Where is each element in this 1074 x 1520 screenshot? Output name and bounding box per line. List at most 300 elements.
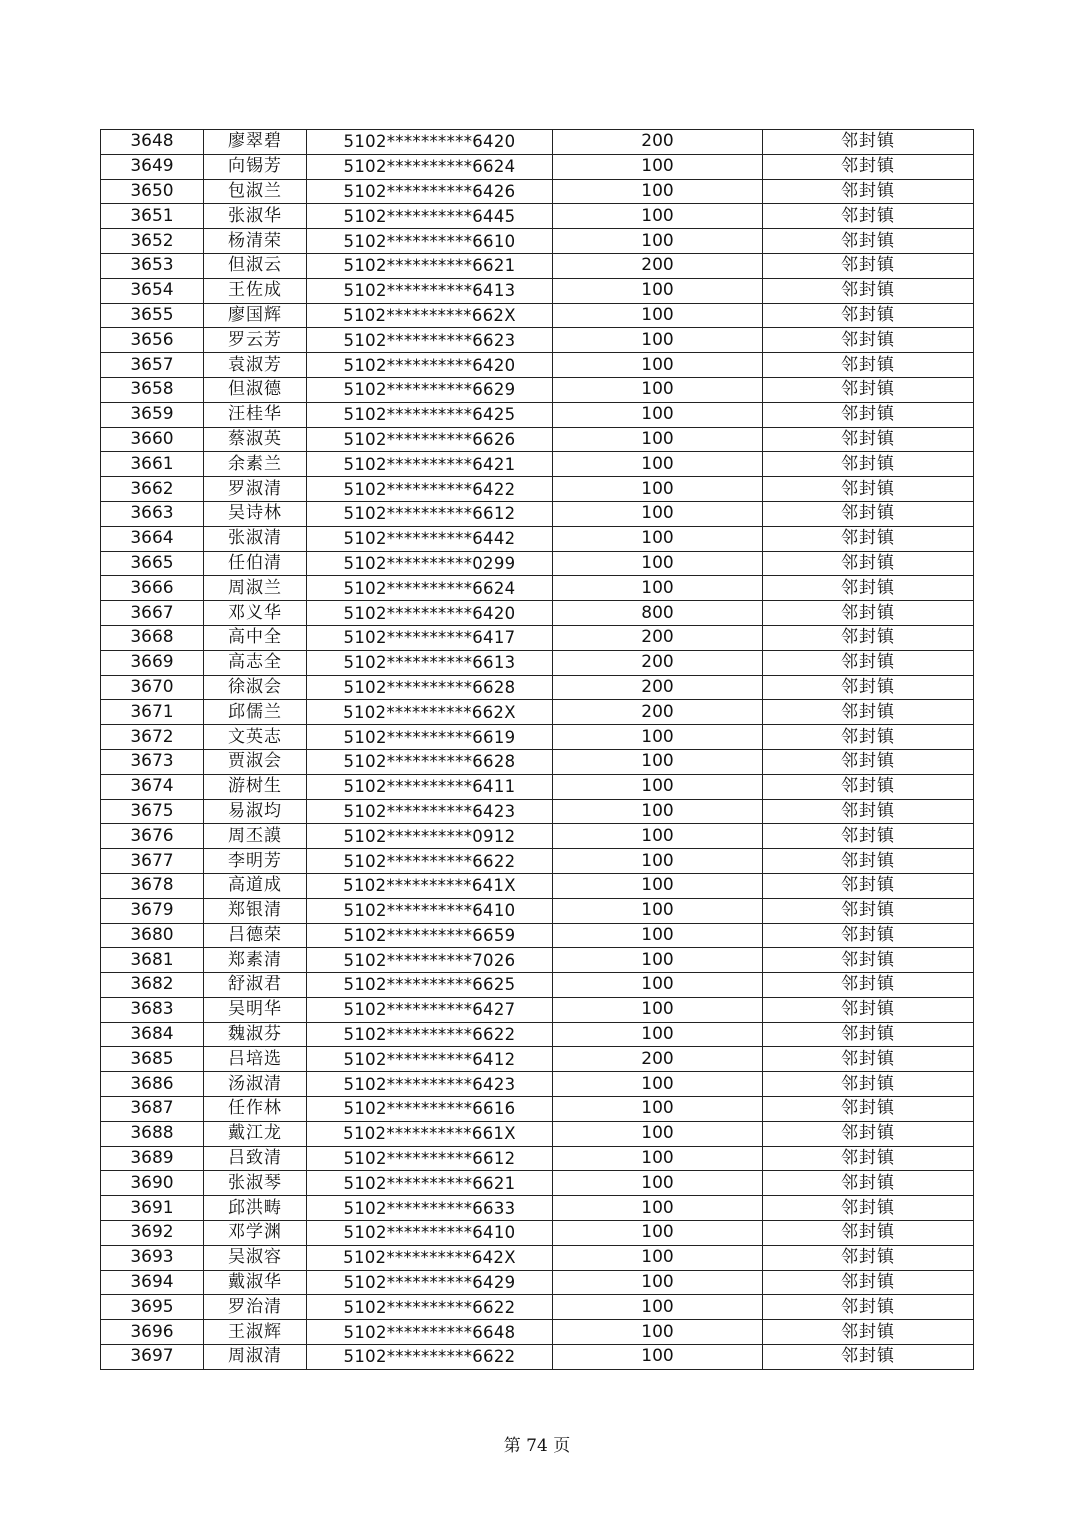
id-number-cell: 5102**********6445: [307, 204, 553, 229]
table-row: [101, 1270, 974, 1295]
town-cell: 邻封镇: [763, 402, 974, 427]
id-number-cell: 5102**********6616: [307, 1097, 553, 1122]
name-cell: 张淑琴: [204, 1171, 307, 1196]
amount-cell: 100: [553, 551, 763, 576]
table-row: [101, 625, 974, 650]
amount-cell: 100: [553, 402, 763, 427]
name-cell: 廖翠碧: [204, 130, 307, 155]
town-cell: 邻封镇: [763, 725, 974, 750]
amount-cell: 100: [553, 501, 763, 526]
amount-cell: 100: [553, 725, 763, 750]
table-row: [101, 427, 974, 452]
table-row: [101, 1146, 974, 1171]
row-number-cell: 3685: [101, 1047, 204, 1072]
town-cell: 邻封镇: [763, 675, 974, 700]
table-row: [101, 204, 974, 229]
amount-cell: 100: [553, 749, 763, 774]
table-row: [101, 328, 974, 353]
id-number-cell: 5102**********6629: [307, 377, 553, 402]
name-cell: 邱儒兰: [204, 700, 307, 725]
town-cell: 邻封镇: [763, 749, 974, 774]
name-cell: 吴诗林: [204, 501, 307, 526]
amount-cell: 200: [553, 675, 763, 700]
name-cell: 汪桂华: [204, 402, 307, 427]
amount-cell: 100: [553, 328, 763, 353]
amount-cell: 100: [553, 849, 763, 874]
table-row: [101, 700, 974, 725]
row-number-cell: 3665: [101, 551, 204, 576]
row-number-cell: 3662: [101, 477, 204, 502]
table-row: [101, 353, 974, 378]
name-cell: 蔡淑英: [204, 427, 307, 452]
id-number-cell: 5102**********6622: [307, 1345, 553, 1370]
table-row: [101, 1245, 974, 1270]
id-number-cell: 5102**********6622: [307, 849, 553, 874]
name-cell: 吕致清: [204, 1146, 307, 1171]
id-number-cell: 5102**********6423: [307, 1072, 553, 1097]
town-cell: 邻封镇: [763, 774, 974, 799]
id-number-cell: 5102**********642X: [307, 1245, 553, 1270]
id-number-cell: 5102**********6624: [307, 154, 553, 179]
row-number-cell: 3687: [101, 1097, 204, 1122]
amount-cell: 100: [553, 1295, 763, 1320]
table-row: [101, 1196, 974, 1221]
name-cell: 吕德荣: [204, 923, 307, 948]
table-row: [101, 601, 974, 626]
row-number-cell: 3697: [101, 1345, 204, 1370]
town-cell: 邻封镇: [763, 1270, 974, 1295]
name-cell: 邱洪畴: [204, 1196, 307, 1221]
row-number-cell: 3666: [101, 576, 204, 601]
row-number-cell: 3692: [101, 1221, 204, 1246]
town-cell: 邻封镇: [763, 1171, 974, 1196]
table-row: [101, 650, 974, 675]
id-number-cell: 5102**********6633: [307, 1196, 553, 1221]
town-cell: 邻封镇: [763, 824, 974, 849]
row-number-cell: 3667: [101, 601, 204, 626]
table-row: [101, 402, 974, 427]
name-cell: 李明芳: [204, 849, 307, 874]
town-cell: 邻封镇: [763, 650, 974, 675]
town-cell: 邻封镇: [763, 501, 974, 526]
id-number-cell: 5102**********0912: [307, 824, 553, 849]
id-number-cell: 5102**********6622: [307, 1295, 553, 1320]
id-number-cell: 5102**********6628: [307, 675, 553, 700]
amount-cell: 100: [553, 526, 763, 551]
town-cell: 邻封镇: [763, 130, 974, 155]
table-row: [101, 997, 974, 1022]
amount-cell: 200: [553, 1047, 763, 1072]
amount-cell: 100: [553, 1270, 763, 1295]
town-cell: 邻封镇: [763, 1221, 974, 1246]
name-cell: 高中全: [204, 625, 307, 650]
id-number-cell: 5102**********6659: [307, 923, 553, 948]
name-cell: 易淑均: [204, 799, 307, 824]
amount-cell: 100: [553, 1121, 763, 1146]
row-number-cell: 3689: [101, 1146, 204, 1171]
id-number-cell: 5102**********6410: [307, 898, 553, 923]
table-row: [101, 1072, 974, 1097]
name-cell: 周丕謨: [204, 824, 307, 849]
row-number-cell: 3674: [101, 774, 204, 799]
row-number-cell: 3680: [101, 923, 204, 948]
table-row: [101, 501, 974, 526]
id-number-cell: 5102**********6425: [307, 402, 553, 427]
id-number-cell: 5102**********6613: [307, 650, 553, 675]
amount-cell: 100: [553, 824, 763, 849]
town-cell: 邻封镇: [763, 477, 974, 502]
amount-cell: 100: [553, 303, 763, 328]
town-cell: 邻封镇: [763, 154, 974, 179]
name-cell: 戴江龙: [204, 1121, 307, 1146]
id-number-cell: 5102**********6623: [307, 328, 553, 353]
town-cell: 邻封镇: [763, 303, 974, 328]
row-number-cell: 3684: [101, 1022, 204, 1047]
town-cell: 邻封镇: [763, 377, 974, 402]
town-cell: 邻封镇: [763, 253, 974, 278]
amount-cell: 200: [553, 130, 763, 155]
amount-cell: 100: [553, 576, 763, 601]
table-row: [101, 824, 974, 849]
town-cell: 邻封镇: [763, 526, 974, 551]
amount-cell: 100: [553, 154, 763, 179]
name-cell: 但淑德: [204, 377, 307, 402]
id-number-cell: 5102**********662X: [307, 700, 553, 725]
row-number-cell: 3668: [101, 625, 204, 650]
table-row: [101, 1320, 974, 1345]
name-cell: 袁淑芳: [204, 353, 307, 378]
amount-cell: 100: [553, 923, 763, 948]
row-number-cell: 3659: [101, 402, 204, 427]
amount-cell: 100: [553, 997, 763, 1022]
table-row: [101, 1097, 974, 1122]
row-number-cell: 3679: [101, 898, 204, 923]
table-row: [101, 576, 974, 601]
amount-cell: 100: [553, 1221, 763, 1246]
name-cell: 罗云芳: [204, 328, 307, 353]
id-number-cell: 5102**********6412: [307, 1047, 553, 1072]
name-cell: 吴明华: [204, 997, 307, 1022]
table-row: [101, 229, 974, 254]
id-number-cell: 5102**********6625: [307, 973, 553, 998]
row-number-cell: 3682: [101, 973, 204, 998]
town-cell: 邻封镇: [763, 1097, 974, 1122]
amount-cell: 800: [553, 601, 763, 626]
amount-cell: 100: [553, 973, 763, 998]
table-row: [101, 1295, 974, 1320]
table-row: [101, 1121, 974, 1146]
town-cell: 邻封镇: [763, 576, 974, 601]
table-row: [101, 1022, 974, 1047]
name-cell: 罗治清: [204, 1295, 307, 1320]
table-row: [101, 948, 974, 973]
amount-cell: 100: [553, 1345, 763, 1370]
row-number-cell: 3675: [101, 799, 204, 824]
row-number-cell: 3657: [101, 353, 204, 378]
town-cell: 邻封镇: [763, 948, 974, 973]
town-cell: 邻封镇: [763, 1121, 974, 1146]
table-row: [101, 253, 974, 278]
id-number-cell: 5102**********6612: [307, 1146, 553, 1171]
page-number: 第 74 页: [503, 1436, 571, 1456]
table-row: [101, 130, 974, 155]
town-cell: 邻封镇: [763, 849, 974, 874]
table-row: [101, 278, 974, 303]
table-row: [101, 303, 974, 328]
table-row: [101, 377, 974, 402]
name-cell: 戴淑华: [204, 1270, 307, 1295]
table-row: [101, 774, 974, 799]
name-cell: 高道成: [204, 873, 307, 898]
row-number-cell: 3693: [101, 1245, 204, 1270]
town-cell: 邻封镇: [763, 1047, 974, 1072]
name-cell: 汤淑清: [204, 1072, 307, 1097]
row-number-cell: 3691: [101, 1196, 204, 1221]
name-cell: 高志全: [204, 650, 307, 675]
id-number-cell: 5102**********6413: [307, 278, 553, 303]
row-number-cell: 3656: [101, 328, 204, 353]
name-cell: 舒淑君: [204, 973, 307, 998]
amount-cell: 100: [553, 774, 763, 799]
amount-cell: 100: [553, 1245, 763, 1270]
row-number-cell: 3696: [101, 1320, 204, 1345]
table-row: [101, 477, 974, 502]
table-row: [101, 551, 974, 576]
town-cell: 邻封镇: [763, 873, 974, 898]
id-number-cell: 5102**********6410: [307, 1221, 553, 1246]
id-number-cell: 5102**********6420: [307, 130, 553, 155]
row-number-cell: 3694: [101, 1270, 204, 1295]
name-cell: 周淑兰: [204, 576, 307, 601]
table-row: [101, 923, 974, 948]
id-number-cell: 5102**********6621: [307, 1171, 553, 1196]
town-cell: 邻封镇: [763, 1146, 974, 1171]
amount-cell: 100: [553, 948, 763, 973]
amount-cell: 200: [553, 650, 763, 675]
amount-cell: 100: [553, 1171, 763, 1196]
name-cell: 邓学渊: [204, 1221, 307, 1246]
row-number-cell: 3670: [101, 675, 204, 700]
amount-cell: 100: [553, 427, 763, 452]
table-row: [101, 1345, 974, 1370]
amount-cell: 100: [553, 353, 763, 378]
town-cell: 邻封镇: [763, 328, 974, 353]
town-cell: 邻封镇: [763, 601, 974, 626]
id-number-cell: 5102**********6619: [307, 725, 553, 750]
name-cell: 贾淑会: [204, 749, 307, 774]
name-cell: 郑银清: [204, 898, 307, 923]
amount-cell: 100: [553, 1022, 763, 1047]
row-number-cell: 3660: [101, 427, 204, 452]
row-number-cell: 3650: [101, 179, 204, 204]
amount-cell: 100: [553, 1196, 763, 1221]
row-number-cell: 3651: [101, 204, 204, 229]
row-number-cell: 3652: [101, 229, 204, 254]
name-cell: 文英志: [204, 725, 307, 750]
id-number-cell: 5102**********6422: [307, 477, 553, 502]
id-number-cell: 5102**********6628: [307, 749, 553, 774]
amount-cell: 100: [553, 477, 763, 502]
table-row: [101, 1171, 974, 1196]
name-cell: 包淑兰: [204, 179, 307, 204]
table-row: [101, 799, 974, 824]
town-cell: 邻封镇: [763, 1345, 974, 1370]
name-cell: 王淑辉: [204, 1320, 307, 1345]
id-number-cell: 5102**********6621: [307, 253, 553, 278]
town-cell: 邻封镇: [763, 997, 974, 1022]
name-cell: 向锡芳: [204, 154, 307, 179]
id-number-cell: 5102**********6442: [307, 526, 553, 551]
id-number-cell: 5102**********6420: [307, 601, 553, 626]
row-number-cell: 3654: [101, 278, 204, 303]
amount-cell: 200: [553, 253, 763, 278]
id-number-cell: 5102**********6429: [307, 1270, 553, 1295]
row-number-cell: 3649: [101, 154, 204, 179]
town-cell: 邻封镇: [763, 923, 974, 948]
amount-cell: 100: [553, 229, 763, 254]
town-cell: 邻封镇: [763, 973, 974, 998]
id-number-cell: 5102**********6610: [307, 229, 553, 254]
amount-cell: 100: [553, 799, 763, 824]
name-cell: 余素兰: [204, 452, 307, 477]
town-cell: 邻封镇: [763, 452, 974, 477]
row-number-cell: 3681: [101, 948, 204, 973]
name-cell: 徐淑会: [204, 675, 307, 700]
town-cell: 邻封镇: [763, 898, 974, 923]
name-cell: 周淑清: [204, 1345, 307, 1370]
amount-cell: 200: [553, 625, 763, 650]
id-number-cell: 5102**********6612: [307, 501, 553, 526]
row-number-cell: 3686: [101, 1072, 204, 1097]
name-cell: 王佐成: [204, 278, 307, 303]
town-cell: 邻封镇: [763, 1022, 974, 1047]
town-cell: 邻封镇: [763, 625, 974, 650]
town-cell: 邻封镇: [763, 1295, 974, 1320]
town-cell: 邻封镇: [763, 1196, 974, 1221]
row-number-cell: 3664: [101, 526, 204, 551]
table-row: [101, 154, 974, 179]
name-cell: 魏淑芬: [204, 1022, 307, 1047]
amount-cell: 100: [553, 1146, 763, 1171]
amount-cell: 100: [553, 898, 763, 923]
id-number-cell: 5102**********6648: [307, 1320, 553, 1345]
town-cell: 邻封镇: [763, 353, 974, 378]
row-number-cell: 3683: [101, 997, 204, 1022]
name-cell: 张淑清: [204, 526, 307, 551]
table-row: [101, 973, 974, 998]
table-body: [101, 130, 974, 1370]
name-cell: 任伯清: [204, 551, 307, 576]
row-number-cell: 3648: [101, 130, 204, 155]
amount-cell: 100: [553, 278, 763, 303]
town-cell: 邻封镇: [763, 229, 974, 254]
name-cell: 杨清荣: [204, 229, 307, 254]
id-number-cell: 5102**********6624: [307, 576, 553, 601]
amount-cell: 100: [553, 452, 763, 477]
amount-cell: 100: [553, 377, 763, 402]
town-cell: 邻封镇: [763, 1245, 974, 1270]
town-cell: 邻封镇: [763, 551, 974, 576]
table-row: [101, 898, 974, 923]
name-cell: 邓义华: [204, 601, 307, 626]
table-row: [101, 725, 974, 750]
amount-cell: 100: [553, 1097, 763, 1122]
id-number-cell: 5102**********6622: [307, 1022, 553, 1047]
amount-cell: 200: [553, 700, 763, 725]
row-number-cell: 3673: [101, 749, 204, 774]
row-number-cell: 3695: [101, 1295, 204, 1320]
id-number-cell: 5102**********0299: [307, 551, 553, 576]
row-number-cell: 3661: [101, 452, 204, 477]
row-number-cell: 3677: [101, 849, 204, 874]
town-cell: 邻封镇: [763, 204, 974, 229]
row-number-cell: 3676: [101, 824, 204, 849]
id-number-cell: 5102**********641X: [307, 873, 553, 898]
name-cell: 罗淑清: [204, 477, 307, 502]
town-cell: 邻封镇: [763, 1072, 974, 1097]
row-number-cell: 3671: [101, 700, 204, 725]
id-number-cell: 5102**********6420: [307, 353, 553, 378]
table-row: [101, 1047, 974, 1072]
town-cell: 邻封镇: [763, 700, 974, 725]
name-cell: 廖国辉: [204, 303, 307, 328]
town-cell: 邻封镇: [763, 427, 974, 452]
table-row: [101, 452, 974, 477]
row-number-cell: 3653: [101, 253, 204, 278]
id-number-cell: 5102**********6421: [307, 452, 553, 477]
row-number-cell: 3690: [101, 1171, 204, 1196]
town-cell: 邻封镇: [763, 179, 974, 204]
amount-cell: 100: [553, 873, 763, 898]
row-number-cell: 3669: [101, 650, 204, 675]
id-number-cell: 5102**********6423: [307, 799, 553, 824]
id-number-cell: 5102**********6626: [307, 427, 553, 452]
table-row: [101, 179, 974, 204]
amount-cell: 100: [553, 204, 763, 229]
table-row: [101, 675, 974, 700]
table-row: [101, 873, 974, 898]
amount-cell: 100: [553, 1072, 763, 1097]
town-cell: 邻封镇: [763, 1320, 974, 1345]
town-cell: 邻封镇: [763, 799, 974, 824]
town-cell: 邻封镇: [763, 278, 974, 303]
name-cell: 任作林: [204, 1097, 307, 1122]
id-number-cell: 5102**********661X: [307, 1121, 553, 1146]
id-number-cell: 5102**********6411: [307, 774, 553, 799]
row-number-cell: 3655: [101, 303, 204, 328]
row-number-cell: 3688: [101, 1121, 204, 1146]
amount-cell: 100: [553, 1320, 763, 1345]
id-number-cell: 5102**********6426: [307, 179, 553, 204]
row-number-cell: 3658: [101, 377, 204, 402]
name-cell: 张淑华: [204, 204, 307, 229]
table-row: [101, 849, 974, 874]
table-row: [101, 749, 974, 774]
id-number-cell: 5102**********7026: [307, 948, 553, 973]
id-number-cell: 5102**********6417: [307, 625, 553, 650]
row-number-cell: 3678: [101, 873, 204, 898]
row-number-cell: 3672: [101, 725, 204, 750]
amount-cell: 100: [553, 179, 763, 204]
name-cell: 吕培选: [204, 1047, 307, 1072]
data-table: [100, 129, 974, 1370]
id-number-cell: 5102**********662X: [307, 303, 553, 328]
name-cell: 游树生: [204, 774, 307, 799]
id-number-cell: 5102**********6427: [307, 997, 553, 1022]
name-cell: 吴淑容: [204, 1245, 307, 1270]
row-number-cell: 3663: [101, 501, 204, 526]
table-row: [101, 1221, 974, 1246]
